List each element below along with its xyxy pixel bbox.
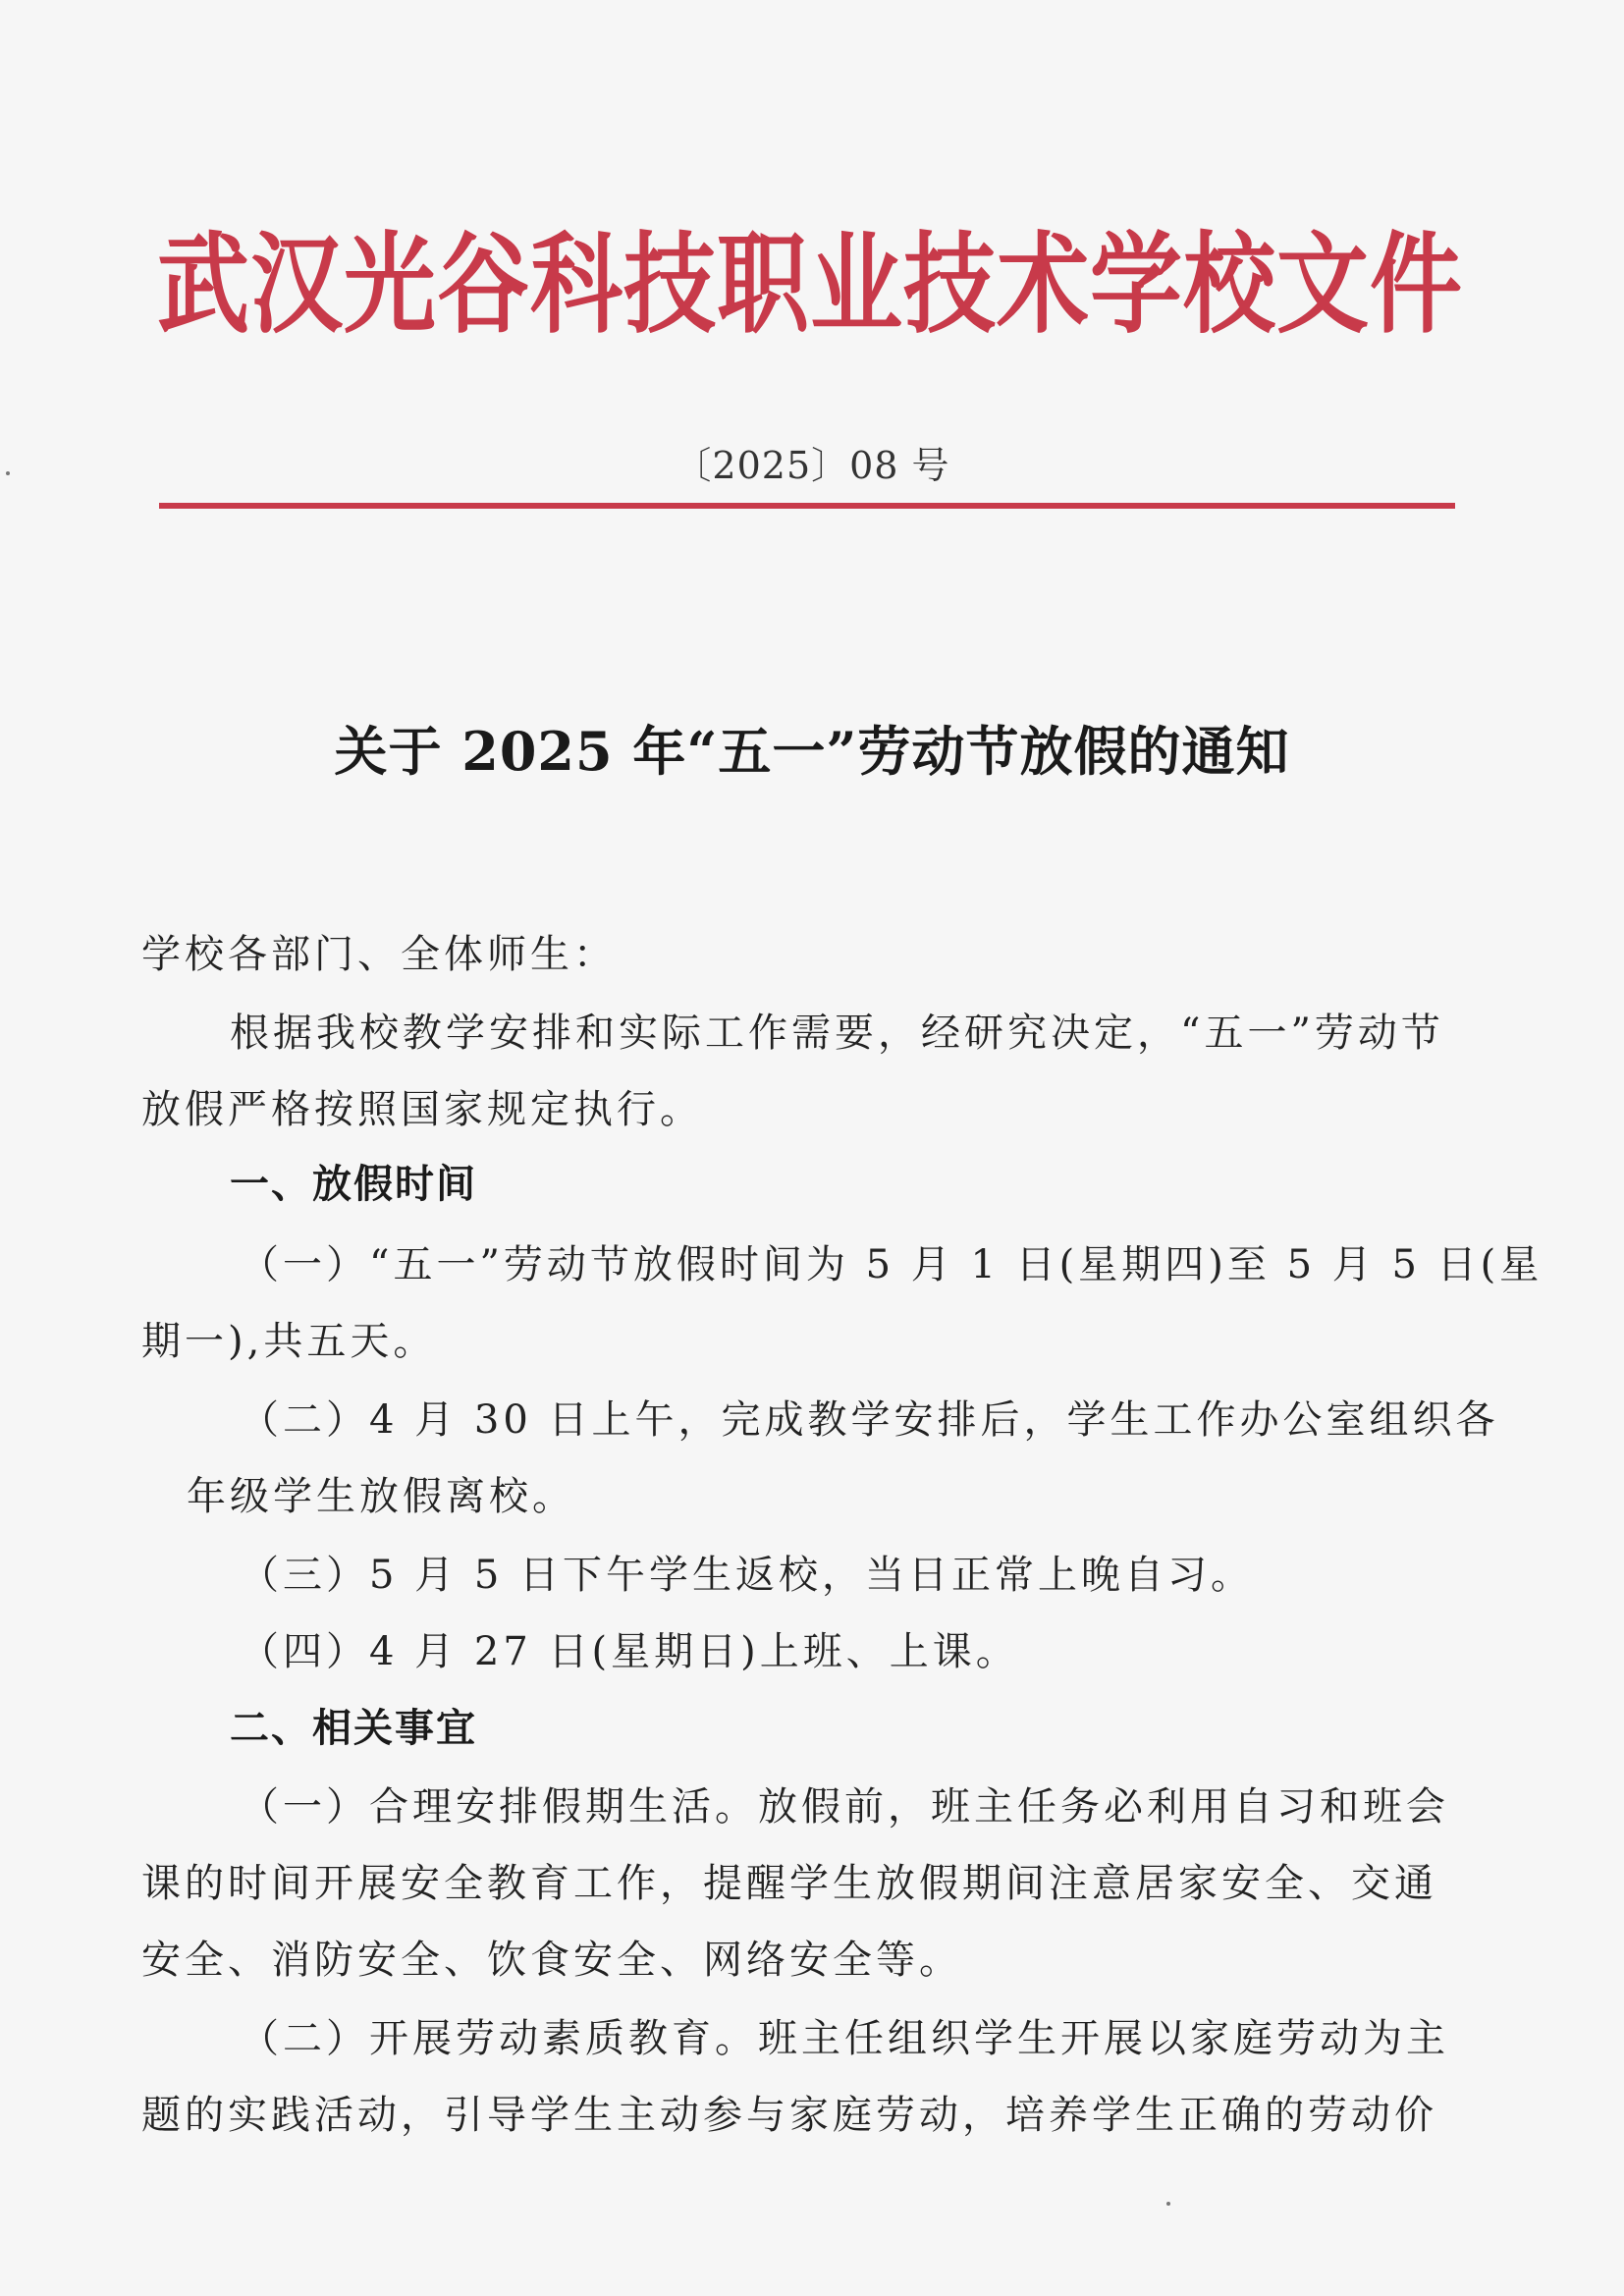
paragraph-line: 年级学生放假离校。 [187, 1474, 575, 1519]
paragraph-line: （一）“五一”劳动节放假时间为 5 月 1 日(星期四)至 5 月 5 日(星 [240, 1242, 1543, 1287]
document-number: 〔2025〕08 号 [674, 444, 950, 487]
paragraph-line: 期一),共五天。 [141, 1319, 437, 1364]
red-divider [159, 503, 1455, 509]
scan-speck [6, 471, 10, 475]
section-heading: 一、放假时间 [230, 1161, 477, 1207]
paragraph-line: 题的实践活动，引导学生主动参与家庭劳动，培养学生正确的劳动价 [141, 2093, 1437, 2138]
intro-line: 根据我校教学安排和实际工作需要，经研究决定，“五一”劳动节 [230, 1011, 1444, 1056]
org-letterhead: 武汉光谷科技职业技术学校文件 [157, 221, 1464, 350]
section-heading: 二、相关事宜 [230, 1705, 477, 1751]
scan-speck [1166, 2202, 1170, 2206]
paragraph-line: （一）合理安排假期生活。放假前，班主任务必利用自习和班会 [240, 1784, 1449, 1830]
salutation: 学校各部门、全体师生： [141, 932, 617, 977]
paragraph-line: （二）开展劳动素质教育。班主任组织学生开展以家庭劳动为主 [240, 2016, 1449, 2061]
paragraph-line: （三）5 月 5 日下午学生返校，当日正常上晚自习。 [240, 1553, 1255, 1598]
paragraph-line: 课的时间开展安全教育工作，提醒学生放假期间注意居家安全、交通 [141, 1861, 1437, 1906]
paragraph-line: 安全、消防安全、饮食安全、网络安全等。 [141, 1938, 962, 1983]
paragraph-line: （二）4 月 30 日上午，完成教学安排后，学生工作办公室组织各 [240, 1397, 1499, 1443]
intro-line: 放假严格按照国家规定执行。 [141, 1087, 703, 1132]
paragraph-line: （四）4 月 27 日(星期日)上班、上课。 [240, 1629, 1019, 1674]
notice-title: 关于 2025 年“五一”劳动节放假的通知 [334, 720, 1290, 783]
